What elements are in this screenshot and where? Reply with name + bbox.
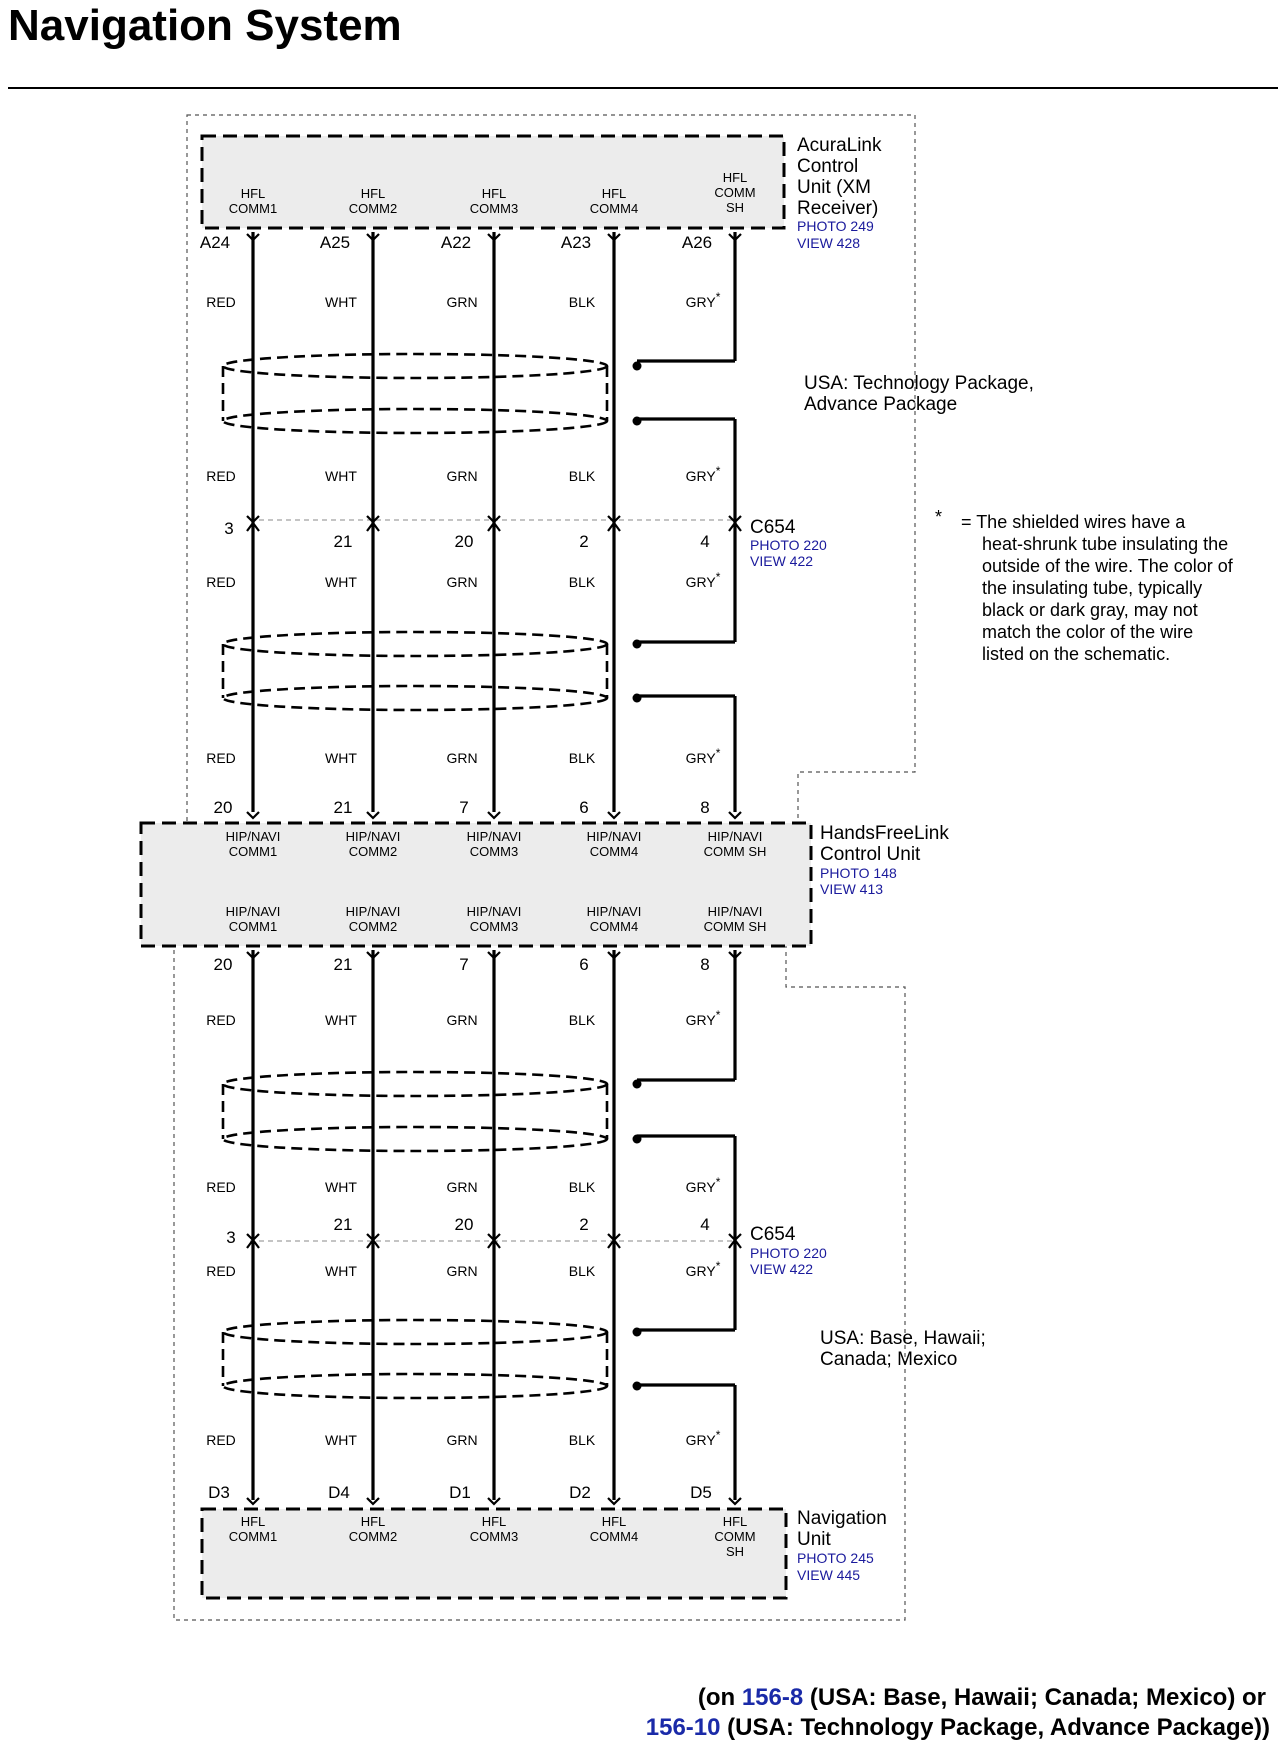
upper-c-wire-color-2: GRN — [446, 574, 478, 590]
upper-2-shield-dot-bottom — [633, 694, 642, 703]
navigation-pin-label-4-1: COMM — [714, 1529, 756, 1544]
navigation-pin-label-1-0: HFL — [360, 1514, 386, 1529]
hfl-bottom-pin-label-4-0: HIP/NAVI — [707, 904, 763, 919]
lower-a-wire-color-4: GRY* — [685, 1008, 721, 1028]
upper-b-wire-color-2: GRN — [446, 468, 478, 484]
navigation-pin-label-2-1: COMM3 — [469, 1529, 519, 1544]
c654-upper-name: C654 — [750, 517, 796, 538]
lower-c-wire-color-4: GRY* — [685, 1259, 721, 1279]
lower-b-wire-color-1: WHT — [325, 1179, 357, 1195]
navigation-pin-label-2-0: HFL — [481, 1514, 507, 1529]
c654-upper-pin-2: 20 — [454, 532, 474, 551]
hfl-bottom-pin-label-3-0: HIP/NAVI — [586, 904, 642, 919]
lower-a-wire-color-2: GRN — [446, 1012, 478, 1028]
navigation-pin-label-0-1: COMM1 — [228, 1529, 278, 1544]
navigation-pin-3: D2 — [569, 1483, 591, 1502]
hfl-top-pin-label-0-1: COMM1 — [228, 844, 278, 859]
page-title: Navigation System — [8, 1, 402, 50]
lower-1-shield-top — [223, 1072, 607, 1096]
lower-a-shielded-mark-4: * — [715, 1008, 721, 1022]
upper-c-wire-color-1: WHT — [325, 574, 357, 590]
upper-c-wire-color-4: GRY* — [685, 570, 721, 590]
upper-d-wire-color-1: WHT — [325, 750, 357, 766]
note-star: * — [935, 507, 943, 527]
hfl-bottom-pin-label-0-1: COMM1 — [228, 919, 278, 934]
upper-a-wire-color-3: BLK — [568, 294, 596, 310]
hfl-top-pin-label-4-0: HIP/NAVI — [707, 829, 763, 844]
hfl-top-pin-label-1-1: COMM2 — [348, 844, 398, 859]
upper-1-shield-top — [223, 354, 607, 378]
lower-a-wire-color-1: WHT — [325, 1012, 357, 1028]
upper-1-shield-dot-bottom — [633, 417, 642, 426]
acuralink-pin-label-4-1: COMM — [714, 185, 756, 200]
c654-lower-view-ref[interactable]: VIEW 422 — [750, 1261, 814, 1277]
lower-1-shield-bottom — [223, 1127, 607, 1151]
navigation-pin-label-4-0: HFL — [722, 1514, 748, 1529]
navigation-pin-label-1-1: COMM2 — [348, 1529, 398, 1544]
upper-b-shielded-mark-4: * — [715, 464, 721, 478]
hfl-bottom-pin-2: 7 — [459, 955, 469, 974]
navigation-pin-4: D5 — [690, 1483, 712, 1502]
navigation-pin-0: D3 — [208, 1483, 230, 1502]
hfl-top-pin-2: 7 — [459, 798, 469, 817]
hfl-top-pin-1: 21 — [333, 798, 353, 817]
hfl-bottom-pin-label-4-1: COMM SH — [703, 919, 767, 934]
hfl-bottom-pin-4: 8 — [700, 955, 710, 974]
lower-1-shield-dot-top — [633, 1080, 642, 1089]
hfl-bottom-pin-label-1-1: COMM2 — [348, 919, 398, 934]
lower-2-shield-dot-bottom — [633, 1382, 642, 1391]
acuralink-pin-label-3-0: HFL — [601, 186, 627, 201]
acuralink-name: AcuraLink Control Unit (XM Receiver) — [797, 135, 882, 219]
c654-lower-pin-3: 2 — [579, 1215, 589, 1234]
c654-lower-name: C654 — [750, 1224, 796, 1245]
c654-lower-pin-1: 21 — [333, 1215, 353, 1234]
c654-upper-pin-0: 3 — [224, 519, 234, 538]
upper-d-wire-color-0: RED — [206, 750, 236, 766]
hfl-top-pin-label-1-0: HIP/NAVI — [345, 829, 401, 844]
hfl-bottom-pin-1: 21 — [333, 955, 353, 974]
acuralink-view-ref[interactable]: VIEW 428 — [797, 235, 861, 251]
hfl-top-terminal-4 — [729, 812, 741, 818]
hfl-top-pin-4: 8 — [700, 798, 710, 817]
navigation-pin-1: D4 — [328, 1483, 350, 1502]
lower-b-wire-color-4: GRY* — [685, 1175, 721, 1195]
lower-2-shield-dot-top — [633, 1328, 642, 1337]
lower-d-wire-color-3: BLK — [568, 1432, 596, 1448]
upper-c-wire-color-3: BLK — [568, 574, 596, 590]
lower-a-wire-color-3: BLK — [568, 1012, 596, 1028]
handsfreelink-view-ref[interactable]: VIEW 413 — [820, 881, 884, 897]
hfl-top-terminal-1 — [367, 812, 379, 818]
lower-d-wire-color-2: GRN — [446, 1432, 478, 1448]
hfl-top-pin-label-4-1: COMM SH — [703, 844, 767, 859]
navigation-pin-label-3-1: COMM4 — [589, 1529, 639, 1544]
upper-c-wire-color-0: RED — [206, 574, 236, 590]
acuralink-pin-label-1-1: COMM2 — [348, 201, 398, 216]
acuralink-pin-label-0-0: HFL — [240, 186, 266, 201]
c654-upper-pin-1: 21 — [333, 532, 353, 551]
upper-1-shield-bottom — [223, 409, 607, 433]
navigation-pin-2: D1 — [449, 1483, 471, 1502]
lower-d-wire-color-4: GRY* — [685, 1428, 721, 1448]
hfl-bottom-pin-label-3-1: COMM4 — [589, 919, 639, 934]
acuralink-pin-label-2-1: COMM3 — [469, 201, 519, 216]
hfl-bottom-pin-label-0-0: HIP/NAVI — [225, 904, 281, 919]
shield-note: = The shielded wires have a heat-shrunk tube insulating the outside of the wire. The color of the insulating tube, typically black or dark gray, may not match the color of the wire listed on the schematic. — [961, 512, 1233, 664]
hfl-top-pin-label-2-1: COMM3 — [469, 844, 519, 859]
acuralink-pin-label-1-0: HFL — [360, 186, 386, 201]
lower-b-wire-color-0: RED — [206, 1179, 236, 1195]
upper-d-shielded-mark-4: * — [715, 746, 721, 760]
upper-b-wire-color-1: WHT — [325, 468, 357, 484]
hfl-top-pin-label-2-0: HIP/NAVI — [466, 829, 522, 844]
c654-lower-pin-0: 3 — [226, 1228, 236, 1247]
lower-b-wire-color-3: BLK — [568, 1179, 596, 1195]
hfl-top-pin-0: 20 — [213, 798, 233, 817]
c654-upper-view-ref[interactable]: VIEW 422 — [750, 553, 814, 569]
acuralink-pin-2: A22 — [440, 233, 472, 252]
acuralink-photo-ref[interactable]: PHOTO 249 — [797, 218, 874, 234]
upper-a-wire-color-1: WHT — [325, 294, 357, 310]
acuralink-pin-1: A25 — [319, 233, 351, 252]
lower-d-shielded-mark-4: * — [715, 1428, 721, 1442]
upper-b-wire-color-3: BLK — [568, 468, 596, 484]
navigation-view-ref[interactable]: VIEW 445 — [797, 1567, 861, 1583]
navigation-pin-label-0-0: HFL — [240, 1514, 266, 1529]
lower-1-shield-dot-bottom — [633, 1135, 642, 1144]
c654-lower-pin-4: 4 — [700, 1215, 710, 1234]
upper-d-wire-color-2: GRN — [446, 750, 478, 766]
handsfreelink-name: HandsFreeLink Control Unit — [820, 823, 949, 865]
acuralink-pin-label-3-1: COMM4 — [589, 201, 639, 216]
footer-link-156-10[interactable]: 156-10 — [645, 1714, 721, 1741]
c654-upper-pin-3: 2 — [579, 532, 589, 551]
acuralink-pin-label-4-2: SH — [725, 200, 745, 215]
hfl-top-terminal-0 — [247, 812, 259, 818]
c654-upper-photo-ref[interactable]: PHOTO 220 — [750, 537, 827, 553]
upper-2-shield-top — [223, 632, 607, 656]
upper-2-shield-bottom — [223, 686, 607, 710]
footer-line-1: (on 156-8 (USA: Base, Hawaii; Canada; Mexico) or — [697, 1684, 1266, 1711]
lower-c-wire-color-2: GRN — [446, 1263, 478, 1279]
upper-a-wire-color-4: GRY* — [685, 290, 721, 310]
hfl-top-pin-label-0-0: HIP/NAVI — [225, 829, 281, 844]
footer-link-156-8[interactable]: 156-8 — [741, 1684, 804, 1711]
hfl-bottom-pin-label-1-0: HIP/NAVI — [345, 904, 401, 919]
c654-lower-photo-ref[interactable]: PHOTO 220 — [750, 1245, 827, 1261]
hfl-top-terminal-3 — [608, 812, 620, 818]
hfl-bottom-pin-label-2-0: HIP/NAVI — [466, 904, 522, 919]
hfl-bottom-pin-3: 6 — [579, 955, 589, 974]
lower-2-shield-top — [223, 1320, 607, 1344]
upper-d-wire-color-3: BLK — [568, 750, 596, 766]
hfl-top-pin-label-3-0: HIP/NAVI — [586, 829, 642, 844]
upper-b-wire-color-4: GRY* — [685, 464, 721, 484]
hfl-bottom-pin-label-2-1: COMM3 — [469, 919, 519, 934]
lower-package-note: USA: Base, Hawaii; Canada; Mexico — [820, 1328, 986, 1370]
acuralink-pin-label-4-0: HFL — [722, 170, 748, 185]
upper-package-note: USA: Technology Package, Advance Package — [804, 373, 1034, 415]
lower-a-wire-color-0: RED — [206, 1012, 236, 1028]
upper-1-shield-dot-top — [633, 362, 642, 371]
hfl-top-terminal-2 — [488, 812, 500, 818]
c654-lower-pin-2: 20 — [454, 1215, 474, 1234]
upper-c-shielded-mark-4: * — [715, 570, 721, 584]
lower-c-wire-color-3: BLK — [568, 1263, 596, 1279]
handsfreelink-photo-ref[interactable]: PHOTO 148 — [820, 865, 897, 881]
acuralink-pin-4: A26 — [681, 233, 713, 252]
hfl-top-pin-label-3-1: COMM4 — [589, 844, 639, 859]
lower-b-wire-color-2: GRN — [446, 1179, 478, 1195]
hfl-top-pin-3: 6 — [579, 798, 589, 817]
acuralink-pin-label-0-1: COMM1 — [228, 201, 278, 216]
hfl-bottom-pin-0: 20 — [213, 955, 233, 974]
upper-2-shield-dot-top — [633, 640, 642, 649]
upper-b-wire-color-0: RED — [206, 468, 236, 484]
acuralink-pin-0: A24 — [199, 233, 231, 252]
lower-c-wire-color-1: WHT — [325, 1263, 357, 1279]
footer-line-2: 156-10 (USA: Technology Package, Advance Package)) — [645, 1714, 1270, 1741]
lower-d-wire-color-1: WHT — [325, 1432, 357, 1448]
lower-b-shielded-mark-4: * — [715, 1175, 721, 1189]
lower-c-shielded-mark-4: * — [715, 1259, 721, 1273]
navigation-pin-label-3-0: HFL — [601, 1514, 627, 1529]
navigation-pin-label-4-2: SH — [725, 1544, 745, 1559]
upper-d-wire-color-4: GRY* — [685, 746, 721, 766]
acuralink-pin-label-2-0: HFL — [481, 186, 507, 201]
acuralink-pin-3: A23 — [560, 233, 592, 252]
upper-a-wire-color-2: GRN — [446, 294, 478, 310]
upper-a-shielded-mark-4: * — [715, 290, 721, 304]
lower-c-wire-color-0: RED — [206, 1263, 236, 1279]
lower-d-wire-color-0: RED — [206, 1432, 236, 1448]
navigation-photo-ref[interactable]: PHOTO 245 — [797, 1550, 874, 1566]
upper-a-wire-color-0: RED — [206, 294, 236, 310]
c654-upper-pin-4: 4 — [700, 532, 710, 551]
lower-2-shield-bottom — [223, 1374, 607, 1398]
navigation-name: Navigation Unit — [797, 1508, 887, 1550]
